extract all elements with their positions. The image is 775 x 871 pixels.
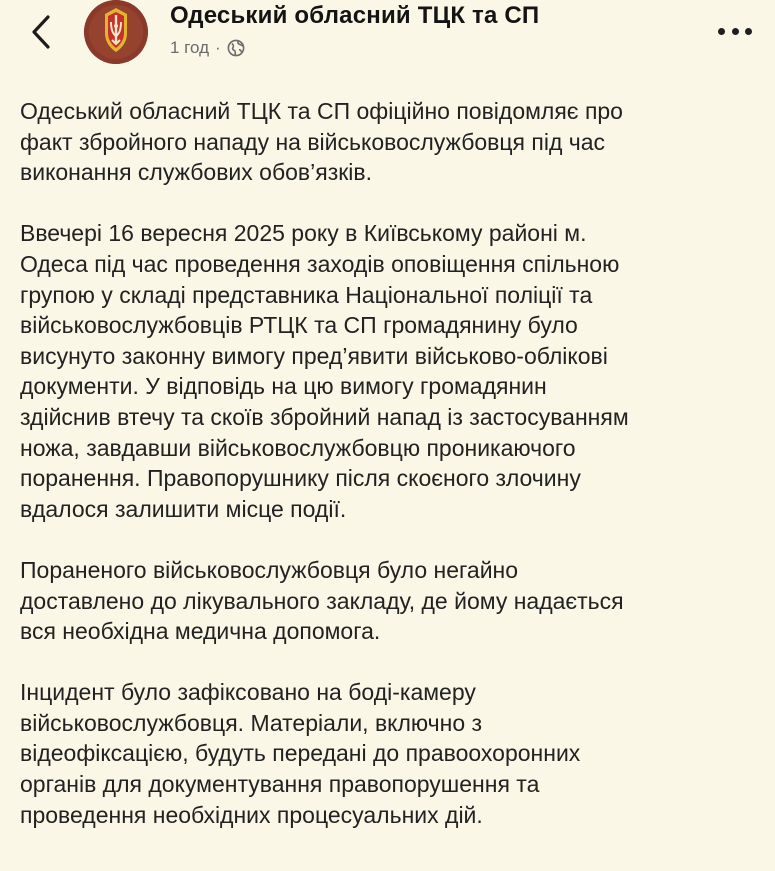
more-options-button[interactable] (718, 22, 752, 40)
post-text (20, 96, 760, 861)
more-dot (718, 28, 725, 35)
more-dot (745, 28, 752, 35)
post-time[interactable]: 1 год (170, 38, 210, 57)
post-meta (170, 38, 245, 58)
chevron-left-icon (30, 14, 52, 50)
post-paragraph: Одеський обласний ТЦК та СП офіційно повідомляє про факт збройного нападу на військовослужбовця під час виконання службових обов’язків. (20, 98, 623, 186)
post-paragraph: Пораненого військовослужбовця було негайно доставлено до лікувального закладу, де йому надається вся необхідна медична допомога. (20, 556, 624, 645)
back-button[interactable] (24, 12, 58, 52)
avatar[interactable] (84, 0, 148, 64)
post-paragraph: Ввечері 16 вересня 2025 року в Київському районі м. Одеса під час проведення заходів оповіщення спільною групою у складі представника Національної поліції та військовослужбовців РТЦК та СП громадянину було висунуто законну вимогу пред’явити військово-облікові документи. У відповідь на цю вимогу громадянин здійснив втечу та скоїв збройний напад із застосуванням ножа, завдавши військовослужбовцю проникаючого поранення. Правопорушнику після скоєного злочину вдалося залишити місце події. (20, 220, 629, 522)
trident-emblem-icon (84, 0, 148, 64)
page-name[interactable]: Одеський обласний ТЦК та СП (170, 2, 540, 29)
post-paragraph: Інцидент було зафіксовано на боді-камеру військовослужбовця. Матеріали, включно з відеофіксацією, будуть передані до правоохоронних органів для документування правопорушення та проведення необхідних процесуальних дій. (20, 679, 581, 828)
globe-icon (227, 39, 245, 57)
meta-separator: · (215, 38, 221, 57)
more-dot (732, 28, 739, 35)
post-header (0, 0, 775, 78)
